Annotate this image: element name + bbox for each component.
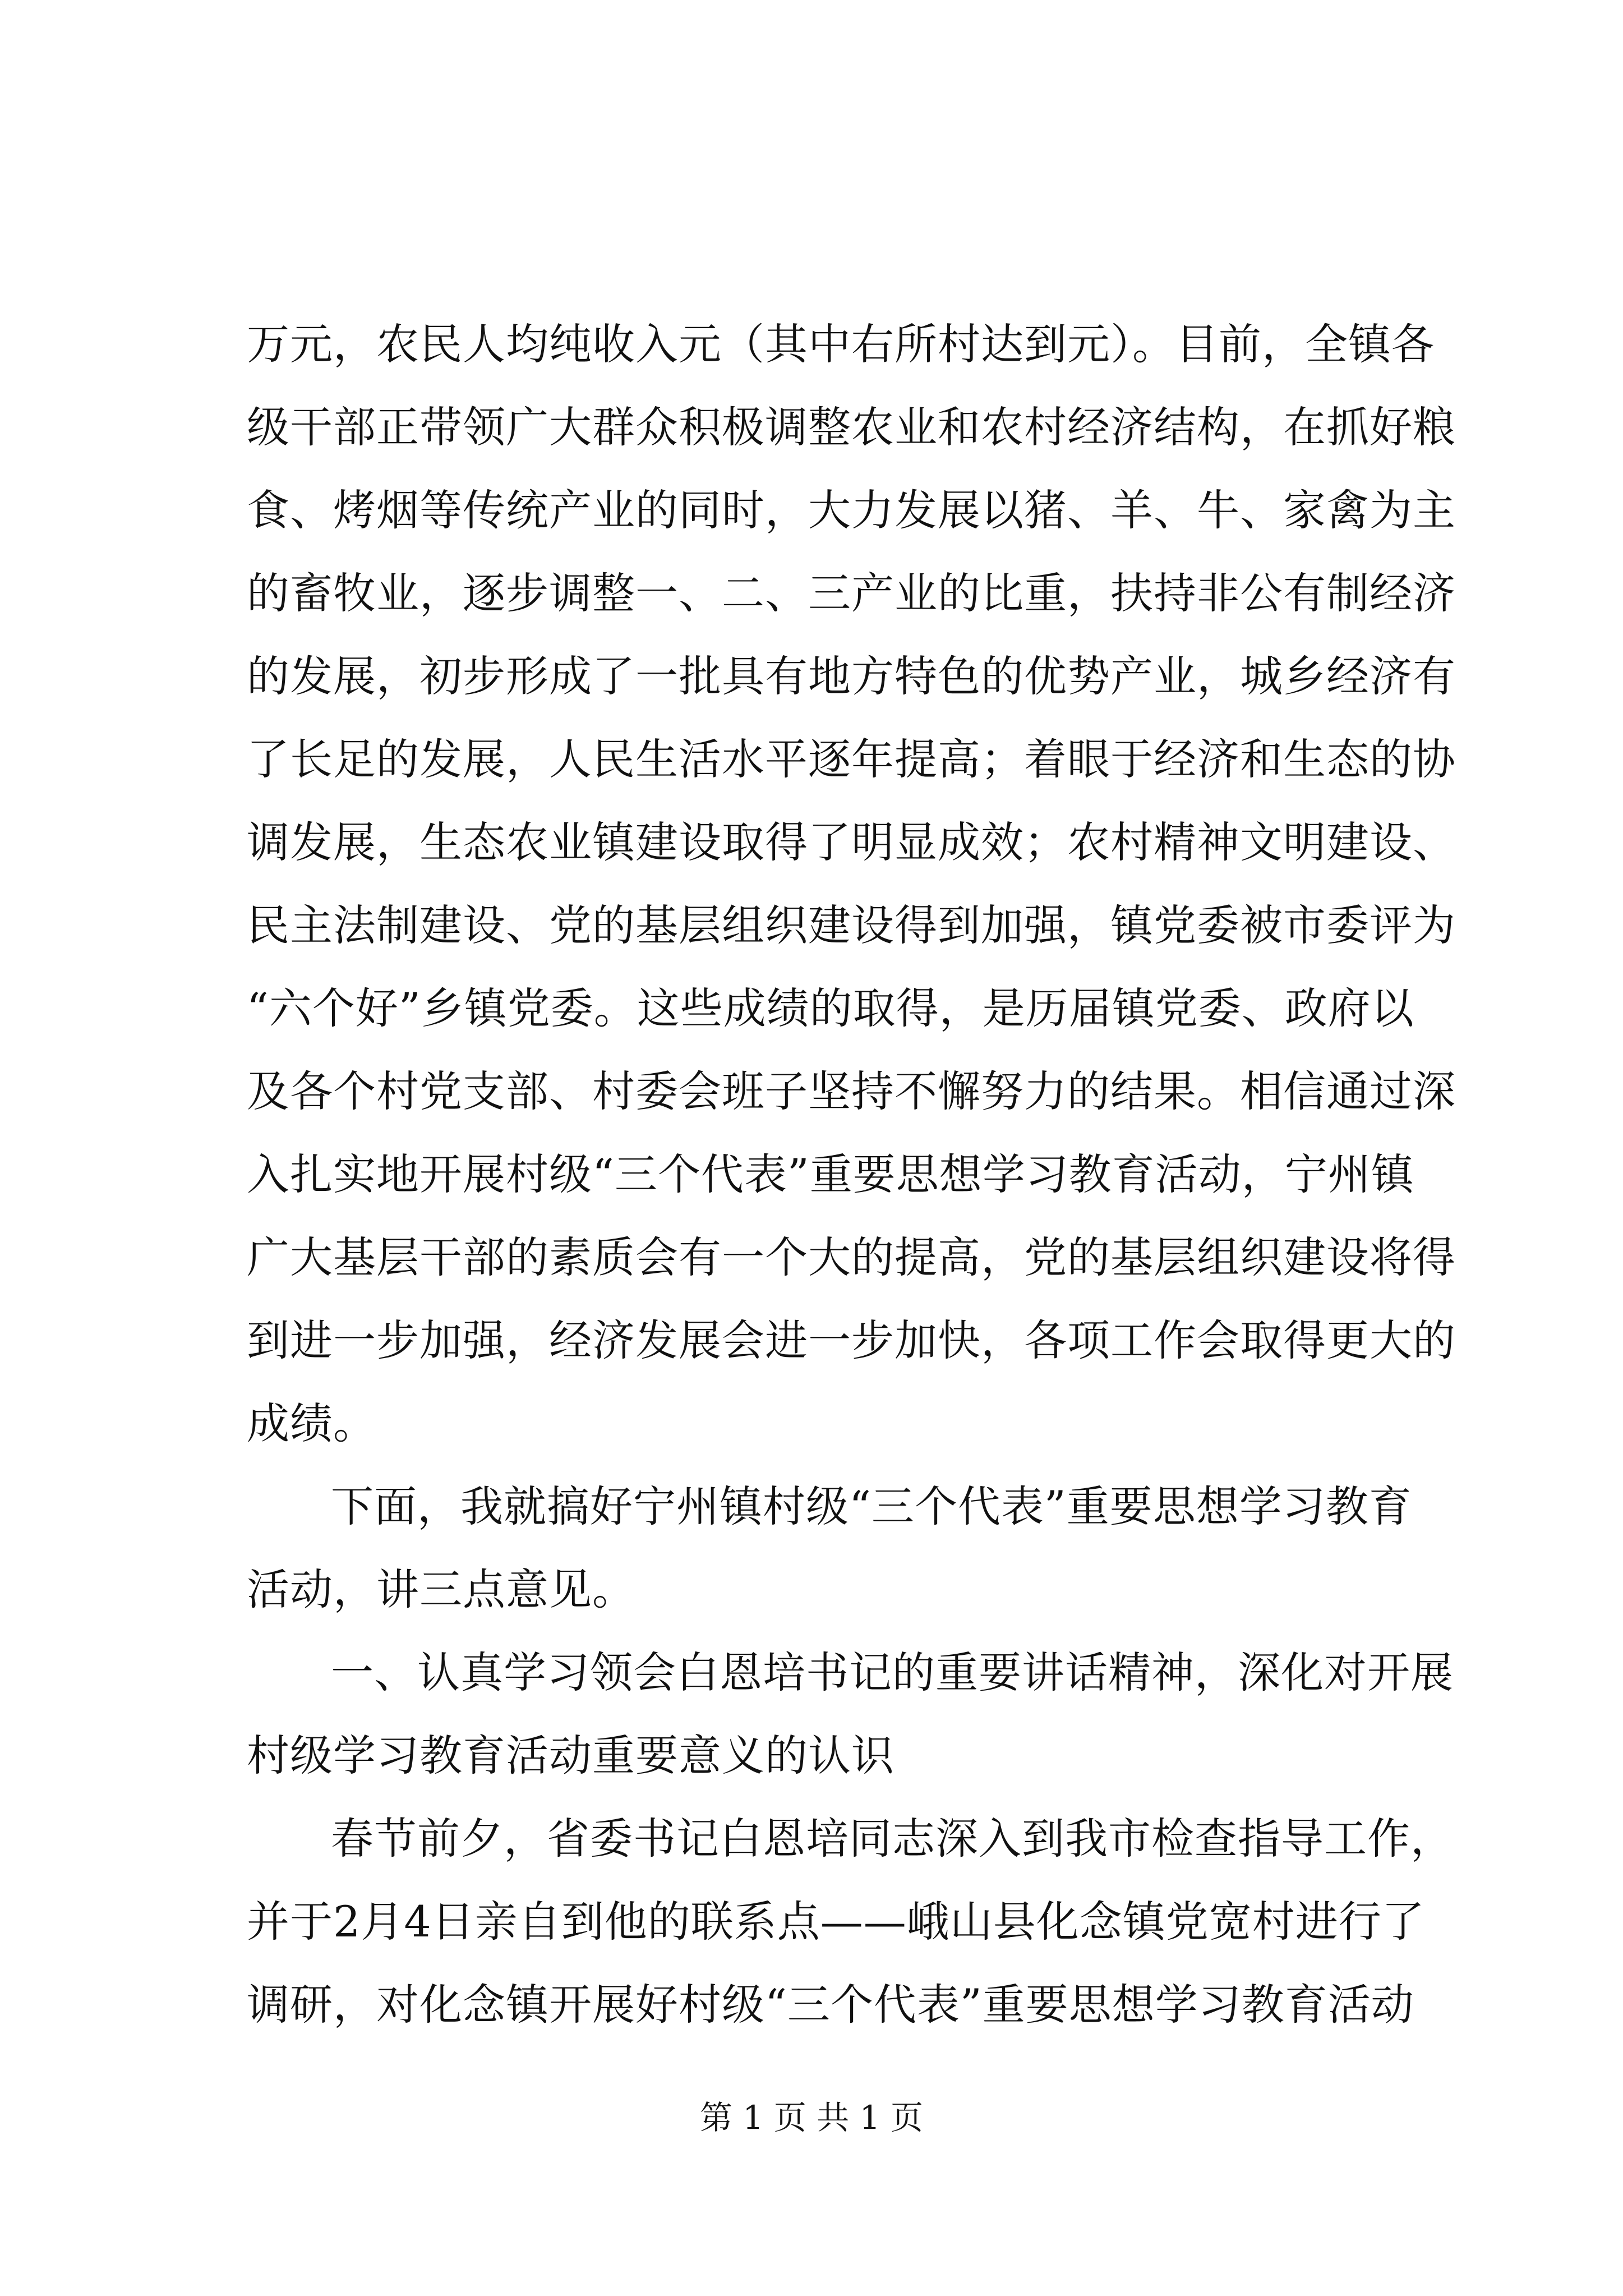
text-line: 万元，农民人均纯收入元（其中右所村达到元）。目前，全镇各 [247, 319, 1435, 369]
text-line: 调发展，生态农业镇建设取得了明显成效；农村精神文明建设、 [247, 817, 1456, 867]
text-line: 的发展，初步形成了一批具有地方特色的优势产业，城乡经济有 [247, 651, 1456, 701]
text-line: 及各个村党支部、村委会班子坚持不懈努力的结果。相信通过深 [247, 1066, 1456, 1116]
text-line: 广大基层干部的素质会有一个大的提高，党的基层组织建设将得 [247, 1232, 1456, 1282]
text-line: 级干部正带领广大群众积极调整农业和农村经济结构，在抓好粮 [247, 402, 1456, 452]
text-line: 入扎实地开展村级“三个代表”重要思想学习教育活动，宁州镇 [247, 1149, 1414, 1199]
text-line: 了长足的发展，人民生活水平逐年提高；着眼于经济和生态的协 [247, 734, 1456, 784]
paragraph-start-line: 下面，我就搞好宁州镇村级“三个代表”重要思想学习教育 [331, 1481, 1412, 1531]
section-heading-line: 一、认真学习领会白恩培书记的重要讲话精神，深化对开展 [331, 1648, 1454, 1697]
text-line: “六个好”乡镇党委。这些成绩的取得，是历届镇党委、政府以 [247, 983, 1414, 1033]
text-line: 食、烤烟等传统产业的同时，大力发展以猪、羊、牛、家禽为主 [247, 485, 1456, 535]
document-body [247, 303, 1456, 2046]
text-line: 并于2月4日亲自到他的联系点——峨山县化念镇党宽村进行了 [247, 1897, 1425, 1947]
text-line: 民主法制建设、党的基层组织建设得到加强，镇党委被市委评为 [247, 900, 1456, 950]
text-line: 调研，对化念镇开展好村级“三个代表”重要思想学习教育活动 [247, 1980, 1414, 2030]
section-heading-line: 村级学习教育活动重要意义的认识 [247, 1731, 895, 1780]
paragraph-start-line: 春节前夕，省委书记白恩培同志深入到我市检查指导工作， [331, 1814, 1454, 1864]
text-line: 到进一步加强，经济发展会进一步加快，各项工作会取得更大的 [247, 1315, 1456, 1365]
text-line: 成绩。 [247, 1398, 376, 1448]
text-line: 活动，讲三点意见。 [247, 1565, 635, 1614]
text-line: 的畜牧业，逐步调整一、二、三产业的比重，扶持非公有制经济 [247, 568, 1456, 618]
page-number-footer: 第 1 页 共 1 页 [700, 2099, 923, 2137]
